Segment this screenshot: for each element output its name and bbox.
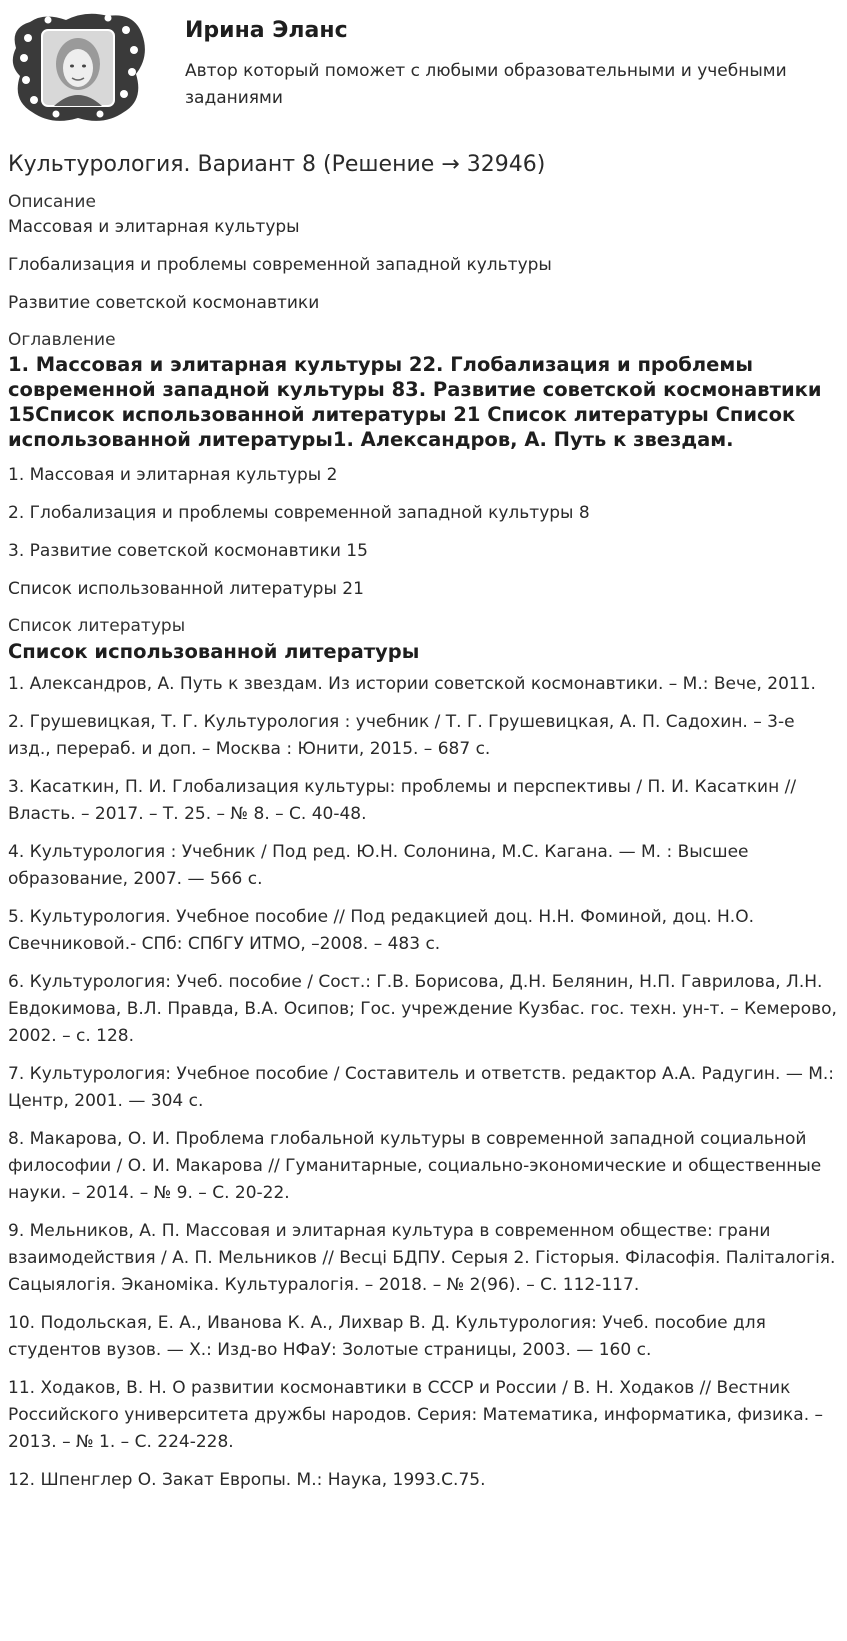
contents-item: 2. Глобализация и проблемы современной западной культуры 8 — [8, 503, 590, 523]
references-heading: Список использованной литературы — [8, 640, 420, 663]
author-avatar[interactable] — [8, 8, 148, 126]
contents-item: Список использованной литературы 21 — [8, 579, 364, 599]
reference-item: 9. Мельников, А. П. Массовая и элитарная культура в современном обществе: грани взаимодействия / А. П. Мельников // Весцi БДПУ. Серыя 2. Гiсторыя. Фiласофiя. Палiталогiя. Сацыялогiя. Эканомiка. Культуралогiя. – 2018. – № 2(96). – С. 112-117. — [8, 1221, 836, 1295]
description-label: Описание — [8, 192, 96, 212]
author-header — [8, 8, 838, 126]
contents-label: Оглавление — [8, 330, 116, 350]
reference-item: 1. Александров, А. Путь к звездам. Из истории советской космонавтики. – М.: Вече, 2011. — [8, 674, 816, 694]
reference-item: 3. Касаткин, П. И. Глобализация культуры: проблемы и перспективы / П. И. Касаткин // Власть. – 2017. – Т. 25. – № 8. – С. 40-48. — [8, 777, 797, 824]
reference-item: 5. Культурология. Учебное пособие // Под редакцией доц. Н.Н. Фоминой, доц. Н.О. Свечниковой.- СПб: СПбГУ ИТМО, –2008. – 483 с. — [8, 907, 754, 954]
description-item: Глобализация и проблемы современной западной культуры — [8, 255, 552, 275]
literature-label: Список литературы — [8, 616, 186, 636]
description-item: Развитие советской космонавтики — [8, 293, 320, 313]
reference-item: 6. Культурология: Учеб. пособие / Сост.: Г.В. Борисова, Д.Н. Белянин, Н.П. Гаврилова, Л.Н. Евдокимова, В.Л. Правда, В.А. Осипов; Гос. учреждение Кузбас. гос. техн. ун-т. – Кемерово, 2002. – с. 128. — [8, 972, 837, 1046]
reference-item: 12. Шпенглер О. Закат Европы. М.: Наука, 1993.С.75. — [8, 1470, 486, 1490]
document-title: Культурология. Вариант 8 (Решение → 32946) — [8, 152, 546, 177]
author-name[interactable]: Ирина Эланс — [185, 18, 348, 43]
reference-item: 10. Подольская, Е. А., Иванова К. А., Лихвар В. Д. Культурология: Учеб. пособие для студентов вузов. — X.: Изд-во НФаУ: Золотые страницы, 2003. — 160 с. — [8, 1313, 766, 1360]
reference-item: 2. Грушевицкая, Т. Г. Культурология : учебник / Т. Г. Грушевицкая, А. П. Садохин. – 3-е изд., перераб. и доп. – Москва : Юнити, 2015. – 687 с. — [8, 712, 795, 759]
reference-item: 4. Культурология : Учебник / Под ред. Ю.Н. Солонина, М.С. Кагана. — М. : Высшее образование, 2007. — 566 с. — [8, 842, 749, 889]
contents-summary: 1. Массовая и элитарная культуры 22. Глобализация и проблемы современной западной культуры 83. Развитие советской космонавтики 15Список использованной литературы 21 Список литературы Список использованной литературы1. Александров, А. Путь к звездам. — [8, 353, 822, 451]
author-description: Автор который поможет с любыми образовательными и учебными заданиями — [185, 61, 787, 108]
document-content — [8, 150, 838, 1505]
contents-item: 1. Массовая и элитарная культуры 2 — [8, 465, 338, 485]
avatar-frame-image — [8, 8, 148, 126]
description-item: Массовая и элитарная культуры — [8, 217, 300, 237]
contents-item: 3. Развитие советской космонавтики 15 — [8, 541, 368, 561]
reference-item: 11. Ходаков, В. Н. О развитии космонавтики в СССР и России / В. Н. Ходаков // Вестник Российского университета дружбы народов. Серия: Математика, информатика, физика. – 2013. – № 1. – С. 224-228. — [8, 1378, 824, 1452]
reference-item: 7. Культурология: Учебное пособие / Составитель и ответств. редактор А.А. Радугин. — М.: Центр, 2001. — 304 с. — [8, 1064, 835, 1111]
reference-item: 8. Макарова, О. И. Проблема глобальной культуры в современной западной социальной философии / О. И. Макарова // Гуманитарные, социально-экономические и общественные науки. – 2014. – № 9. – С. 20-22. — [8, 1129, 822, 1203]
